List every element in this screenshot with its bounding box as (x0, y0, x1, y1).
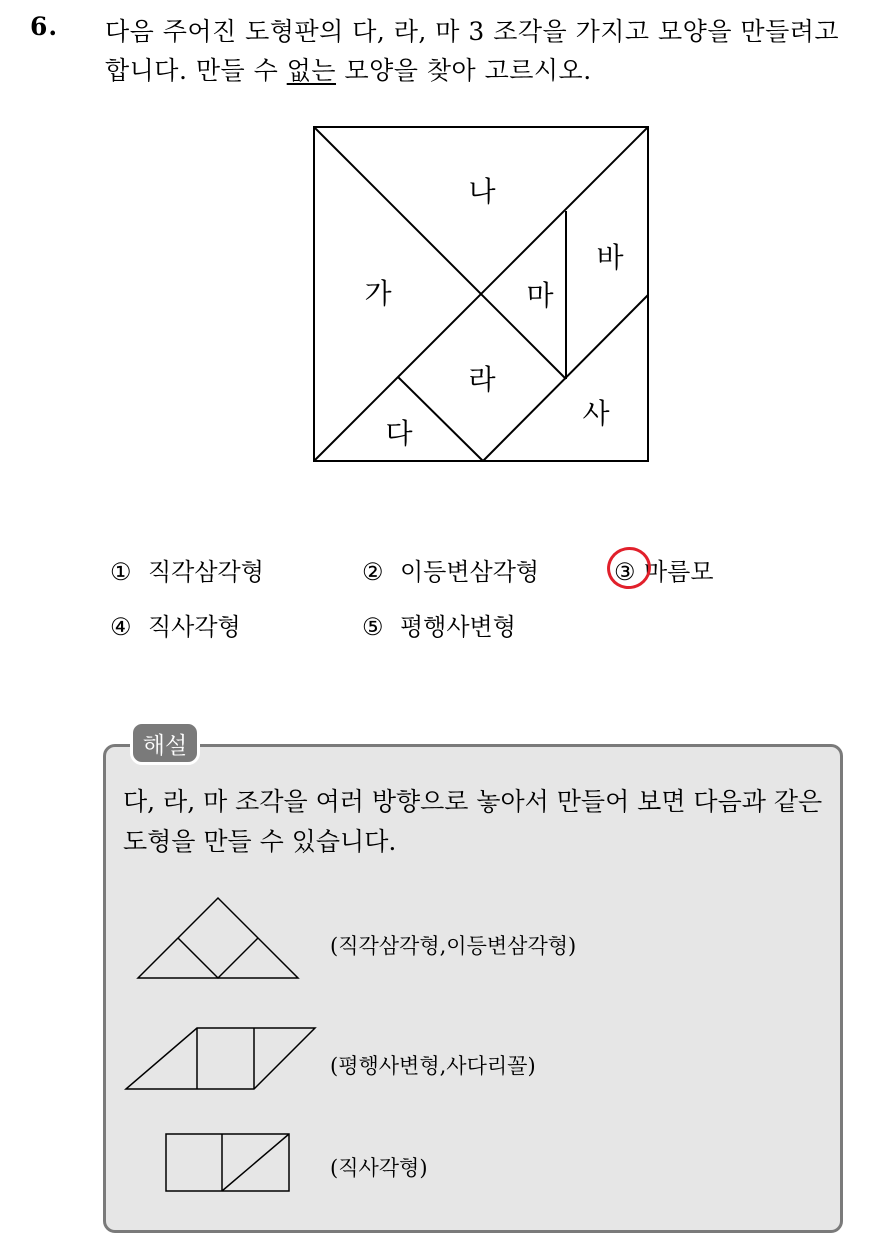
choice-2[interactable] (362, 552, 539, 587)
piece-label-sa: 사 (582, 397, 610, 430)
choice-5-number: ⑤ (362, 613, 384, 641)
question-line-2-end: 모양을 찾아 고르시오. (336, 56, 592, 85)
figure-3-caption: (직사각형) (330, 1156, 428, 1180)
question-line-2-start: 합니다. 만들 수 (105, 56, 287, 85)
question-number: 6. (30, 12, 59, 41)
explanation-text (123, 782, 833, 862)
choice-3-number: ③ (614, 558, 636, 586)
choice-4[interactable] (110, 607, 241, 642)
figure-triangle (136, 896, 302, 980)
piece-label-ma: 마 (526, 279, 554, 312)
tangram-board (312, 125, 652, 465)
piece-label-da: 다 (385, 417, 413, 450)
choice-5[interactable] (362, 607, 516, 642)
choice-5-label: 평행사변형 (400, 613, 516, 641)
choice-1-label: 직각삼각형 (148, 558, 264, 586)
explanation-line-2: 도형을 만들 수 있습니다. (123, 827, 397, 856)
rectangle-diagonal (222, 1134, 289, 1191)
choice-4-number: ④ (110, 613, 132, 641)
explanation-tag: 해설 (130, 721, 200, 765)
figure-2-caption: (평행사변형,사다리꼴) (330, 1054, 536, 1078)
choice-3-label: 마름모 (644, 558, 714, 586)
triangle-outline (138, 898, 298, 978)
choice-2-label: 이등변삼각형 (400, 558, 540, 586)
explanation-line-1: 다, 라, 마 조각을 여러 방향으로 놓아서 만들어 보면 다음과 같은 (123, 787, 823, 816)
figure-1-caption: (직각삼각형,이등변삼각형) (330, 934, 577, 958)
triangle-inner-lines (178, 938, 258, 978)
piece-label-na: 나 (468, 175, 496, 208)
choice-1-number: ① (110, 558, 132, 586)
question-line-1: 다음 주어진 도형판의 다, 라, 마 3 조각을 가지고 모양을 만들려고 (105, 17, 840, 46)
piece-label-ra: 라 (468, 363, 496, 396)
question-line-2 (105, 51, 865, 90)
emphasis-underlined: 없는 (286, 56, 337, 85)
rectangle-outline (166, 1134, 289, 1191)
piece-label-ba: 바 (596, 241, 624, 274)
question-text (105, 12, 865, 90)
piece-label-ga: 가 (364, 277, 392, 310)
choice-2-number: ② (362, 558, 384, 586)
parallelogram-outline (126, 1028, 315, 1089)
choice-4-label: 직사각형 (148, 613, 241, 641)
diagonal-main (314, 127, 566, 379)
choice-1[interactable] (110, 552, 264, 587)
figure-rectangle (164, 1132, 292, 1194)
figure-parallelogram (124, 1026, 318, 1092)
